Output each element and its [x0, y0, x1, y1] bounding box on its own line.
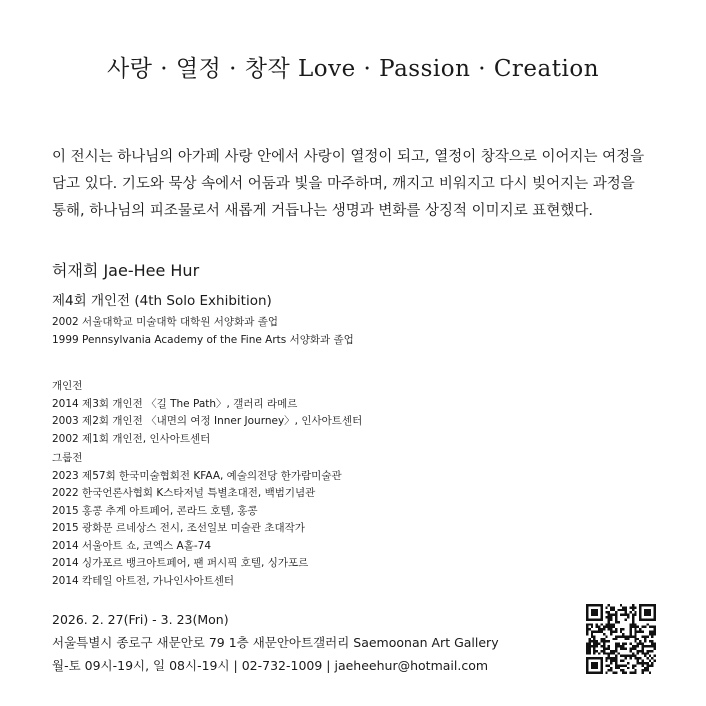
exhibition-label: 제4회 개인전 (4th Solo Exhibition) [52, 293, 272, 309]
group-item: 2014 칵테일 아트전, 가나인사아트센터 [52, 574, 235, 587]
solo-item: 2014 제3회 개인전 〈길 The Path〉, 갤러리 라메르 [52, 397, 298, 410]
qr-code-icon[interactable] [586, 604, 656, 674]
artist-name: 허재희 Jae-Hee Hur [52, 261, 200, 280]
solo-exhibitions [52, 378, 362, 448]
qr-code-graphic [586, 604, 656, 674]
exhibition-dates: 2026. 2. 27(Fri) - 3. 23(Mon) [52, 612, 229, 627]
group-item: 2015 홍콩 추계 아트페어, 콘라드 호텔, 홍콩 [52, 504, 258, 517]
intro-line: 통해, 하나님의 피조물로서 새롭게 거듭나는 생명과 변화를 상징적 이미지로 표현했다. [52, 203, 593, 219]
intro-line: 담고 있다. 기도와 묵상 속에서 어둠과 빛을 마주하며, 깨지고 비워지고 다시 빚어지는 과정을 [52, 176, 635, 192]
intro-paragraph [52, 144, 664, 225]
group-item: 2014 싱가포르 뱅크아트페어, 팬 퍼시픽 호텔, 싱가포르 [52, 557, 309, 569]
education-list [52, 314, 354, 349]
group-item: 2023 제57회 한국미술협회전 KFAA, 예술의전당 한가람미술관 [52, 469, 342, 482]
gallery-address: 서울특별시 종로구 새문안로 79 1층 새문안아트갤러리 Saemoonan Art Gallery [52, 635, 499, 650]
solo-item: 2003 제2회 개인전 〈내면의 여정 Inner Journey〉, 인사아트센터 [52, 415, 363, 427]
education-item: 2002 서울대학교 미술대학 대학원 서양화과 졸업 [52, 316, 278, 328]
group-item: 2014 서울아트 쇼, 코엑스 A홀-74 [52, 539, 212, 552]
page-title: 사랑 · 열정 · 창작 Love · Passion · Creation [106, 56, 600, 82]
education-item: 1999 Pennsylvania Academy of the Fine Arts 서양화과 졸업 [52, 333, 354, 346]
group-item: 2022 한국언론사협회 K스타저널 특별초대전, 백범기념관 [52, 487, 316, 499]
exhibition-info [52, 608, 499, 677]
contact-info: 월-토 09시-19시, 일 08시-19시 | 02-732-1009 | jaeheehur@hotmail.com [52, 658, 489, 673]
group-heading: 그룹전 [52, 452, 83, 464]
group-exhibitions [52, 450, 342, 590]
intro-line: 이 전시는 하나님의 아가페 사랑 안에서 사랑이 열정이 되고, 열정이 창작으로 이어지는 여정을 [52, 149, 645, 165]
solo-heading: 개인전 [52, 380, 83, 392]
solo-item: 2002 제1회 개인전, 인사아트센터 [52, 432, 211, 445]
group-item: 2015 광화문 르네상스 전시, 조선일보 미술관 초대작가 [52, 522, 305, 534]
